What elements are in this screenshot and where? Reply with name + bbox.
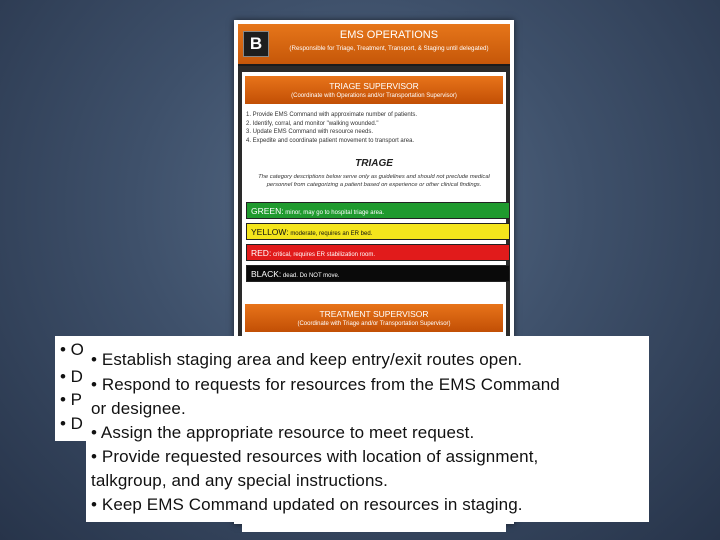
category-label: BLACK: <box>251 269 282 279</box>
ems-operations-subtitle: (Responsible for Triage, Treatment, Transport, & Staging until delegated) <box>289 45 489 52</box>
triage-category-yellow <box>246 223 510 240</box>
category-text: moderate, requires an ER bed. <box>290 231 373 237</box>
step-item: 1. Provide EMS Command with approximate number of patients. <box>246 112 418 118</box>
partial-bullet: • P <box>60 390 83 409</box>
step-item: 2. Identify, corral, and monitor "walking wounded." <box>246 120 379 127</box>
partial-bullet: • D <box>60 414 83 433</box>
category-text: dead. Do NOT move. <box>282 273 340 279</box>
staging-bullet: • Keep EMS Command updated on resources in staging. <box>91 495 523 514</box>
partial-bullet: • D <box>60 367 83 386</box>
ems-operations-title: EMS OPERATIONS <box>339 29 439 41</box>
triage-supervisor-subtitle: (Coordinate with Operations and/or Transportation Supervisor) <box>291 93 457 99</box>
triage-description: The category descriptions below serve only as guidelines and should not preclude medical personnel from categorizing a patient based on experience or other clinical findings. <box>258 174 490 188</box>
staging-bullet: talkgroup, and any special instructions. <box>91 471 388 490</box>
category-text: minor, may go to hospital triage area. <box>285 210 384 216</box>
staging-bullet: • Assign the appropriate resource to meet request. <box>91 423 475 442</box>
triage-supervisor-title: TRIAGE SUPERVISOR <box>329 81 419 91</box>
category-label: YELLOW: <box>251 227 289 237</box>
treatment-supervisor-subtitle: (Coordinate with Triage and/or Transportation Supervisor) <box>297 321 451 327</box>
triage-category-green <box>246 202 510 219</box>
triage-category-black <box>246 265 510 282</box>
triage-supervisor-steps <box>246 112 502 146</box>
category-label: RED: <box>251 248 272 258</box>
staging-bullets-box <box>86 336 649 522</box>
staging-bullet: or designee. <box>91 399 186 418</box>
treatment-supervisor-header <box>245 304 503 332</box>
partial-bullet: • O <box>60 340 84 359</box>
triage-category-red <box>246 244 510 261</box>
step-item: 3. Update EMS Command with resource needs. <box>246 129 374 135</box>
triage-heading: TRIAGE <box>355 158 393 169</box>
step-item: 4. Expedite and coordinate patient movement to transport area. <box>246 137 415 144</box>
ems-operations-header <box>238 24 510 66</box>
staging-bullet: • Respond to requests for resources from the EMS Command <box>91 375 560 394</box>
staging-bullet: • Establish staging area and keep entry/exit routes open. <box>91 350 523 369</box>
triage-supervisor-header <box>245 76 503 104</box>
treatment-supervisor-title: TREATMENT SUPERVISOR <box>319 309 429 319</box>
category-label: GREEN: <box>251 206 284 216</box>
category-text: critical, requires ER stabilization room. <box>272 252 376 258</box>
section-badge: B <box>243 31 269 57</box>
staging-bullet: • Provide requested resources with location of assignment, <box>91 447 539 466</box>
